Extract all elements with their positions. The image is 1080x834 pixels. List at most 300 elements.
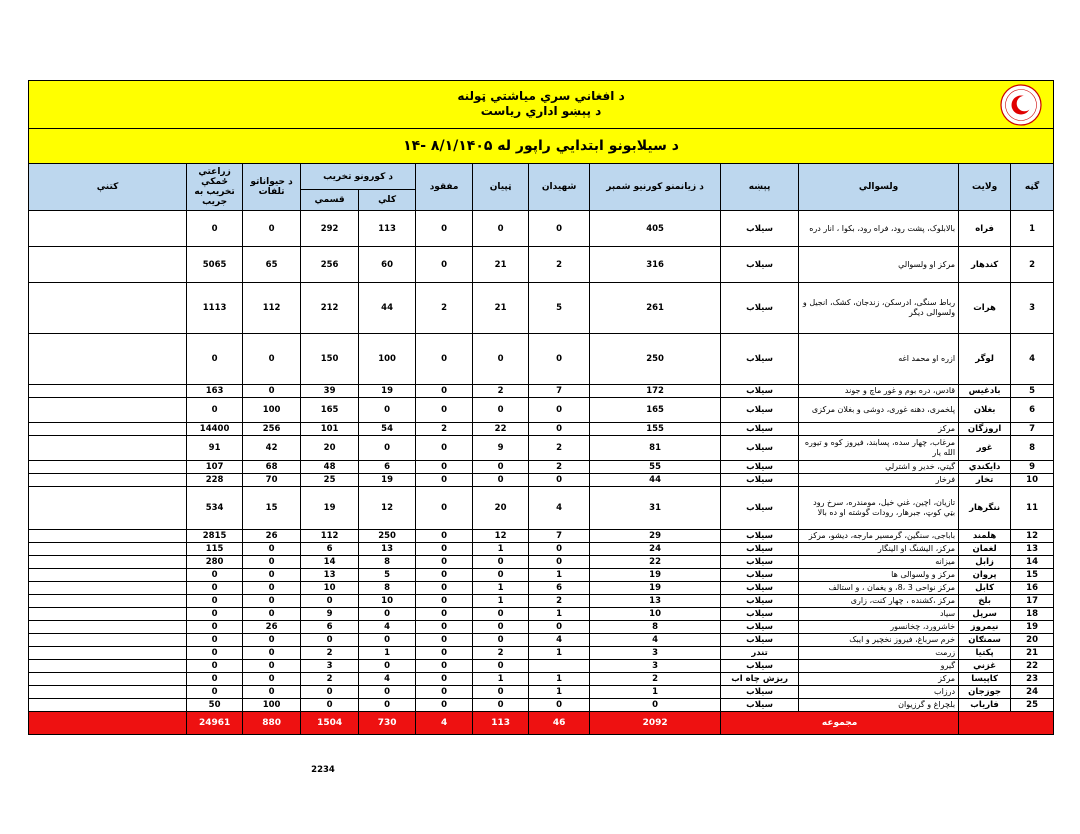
cell-event: سيلاب [721,595,799,608]
totals-row [29,712,1054,735]
total-partial: 1504 [301,712,359,735]
cell-event: سيلاب [721,608,799,621]
cell-families: 3 [590,647,721,660]
cell-partial: 39 [301,385,359,398]
table-row [29,569,1054,582]
cell-partial: 256 [301,247,359,283]
cell-partial: 6 [301,621,359,634]
table-row [29,530,1054,543]
cell-event: سيلاب [721,247,799,283]
cell-dead: 4 [529,634,590,647]
table-row [29,634,1054,647]
cell-province: فارياب [959,699,1011,712]
cell-district: مرکز نواحی 3 ،8، و یغمان ، و استالف [799,582,959,595]
cell-missing: 0 [416,647,473,660]
cell-missing: 0 [416,582,473,595]
table-row [29,556,1054,569]
cell-livestock: 0 [243,673,301,686]
report-sheet [28,80,1053,735]
cell-agri: 0 [187,686,243,699]
total-dead: 46 [529,712,590,735]
cell-province: ننگرهار [959,487,1011,530]
cell-injured: 1 [473,543,529,556]
cell-injured: 21 [473,247,529,283]
cell-no: 23 [1011,673,1054,686]
total-families: 2092 [590,712,721,735]
cell-families: 44 [590,474,721,487]
cell-province: کابل [959,582,1011,595]
cell-families: 0 [590,699,721,712]
cell-event: سيلاب [721,556,799,569]
col-no: گڼه [1011,164,1054,211]
cell-notes [29,283,187,334]
col-notes: کتنې [29,164,187,211]
cell-no: 22 [1011,660,1054,673]
cell-no: 1 [1011,211,1054,247]
cell-full: 54 [359,423,416,436]
cell-families: 165 [590,398,721,423]
cell-province: تخار [959,474,1011,487]
cell-no: 3 [1011,283,1054,334]
cell-notes [29,211,187,247]
cell-agri: 0 [187,595,243,608]
cell-province: کندهار [959,247,1011,283]
cell-dead: 2 [529,595,590,608]
cell-no: 2 [1011,247,1054,283]
cell-province: بلخ [959,595,1011,608]
cell-dead: 7 [529,385,590,398]
cell-partial: 212 [301,283,359,334]
cell-families: 55 [590,461,721,474]
cell-district: گيرو [799,660,959,673]
report-title: د سيلابونو ابتدايي راپور له ۸/۱/۱۴۰۵ -۱۴ [29,129,1054,164]
totals-label: مجموعه [721,712,959,735]
cell-families: 405 [590,211,721,247]
cell-district: گیتي، خدیر و اشترلي [799,461,959,474]
cell-dead: 4 [529,487,590,530]
cell-partial: 10 [301,582,359,595]
table-row [29,595,1054,608]
cell-livestock: 0 [243,595,301,608]
cell-missing: 0 [416,398,473,423]
cell-dead: 1 [529,647,590,660]
houses-total: 2234 [311,765,335,775]
cell-agri: 5065 [187,247,243,283]
cell-livestock: 0 [243,543,301,556]
cell-livestock: 0 [243,334,301,385]
cell-district: مرکز [799,423,959,436]
cell-event: تندر [721,647,799,660]
cell-dead: 0 [529,474,590,487]
cell-notes [29,582,187,595]
cell-partial: 0 [301,595,359,608]
cell-injured: 1 [473,582,529,595]
cell-event: سيلاب [721,423,799,436]
cell-missing: 0 [416,334,473,385]
cell-livestock: 15 [243,487,301,530]
table-row [29,423,1054,436]
cell-partial: 0 [301,686,359,699]
cell-district: مرکز، الیشنگ او الینگار [799,543,959,556]
cell-missing: 2 [416,283,473,334]
cell-province: لغمان [959,543,1011,556]
cell-no: 25 [1011,699,1054,712]
cell-dead: 0 [529,556,590,569]
col-families: د زيانمنو کورنيو شمېر [590,164,721,211]
table-row [29,582,1054,595]
cell-missing: 0 [416,569,473,582]
cell-notes [29,556,187,569]
cell-notes [29,686,187,699]
table-row [29,487,1054,530]
cell-families: 155 [590,423,721,436]
cell-full: 10 [359,595,416,608]
cell-partial: 0 [301,699,359,712]
cell-full: 0 [359,686,416,699]
cell-partial: 13 [301,569,359,582]
cell-full: 4 [359,673,416,686]
cell-province: زابل [959,556,1011,569]
total-missing: 4 [416,712,473,735]
cell-full: 0 [359,436,416,461]
cell-notes [29,530,187,543]
cell-injured: 2 [473,647,529,660]
cell-notes [29,436,187,461]
cell-agri: 0 [187,398,243,423]
cell-missing: 0 [416,621,473,634]
cell-no: 9 [1011,461,1054,474]
cell-families: 4 [590,634,721,647]
cell-missing: 0 [416,543,473,556]
cell-injured: 0 [473,608,529,621]
cell-families: 261 [590,283,721,334]
cell-livestock: 0 [243,686,301,699]
cell-missing: 0 [416,660,473,673]
cell-district: درزاب [799,686,959,699]
cell-no: 7 [1011,423,1054,436]
cell-event: سيلاب [721,334,799,385]
cell-agri: 0 [187,582,243,595]
cell-full: 19 [359,385,416,398]
cell-injured: 0 [473,569,529,582]
cell-notes [29,608,187,621]
cell-event: سيلاب [721,660,799,673]
cell-families: 250 [590,334,721,385]
table-row [29,660,1054,673]
cell-district: باباجی، سنگین، گرمسیر مارجه، دیشو، مرکز [799,530,959,543]
cell-families: 24 [590,543,721,556]
cell-full: 6 [359,461,416,474]
col-dead: شهيدان [529,164,590,211]
cell-no: 24 [1011,686,1054,699]
cell-dead: 2 [529,436,590,461]
cell-full: 1 [359,647,416,660]
cell-agri: 0 [187,647,243,660]
cell-full: 0 [359,699,416,712]
cell-district: بالابلوک، پشت رود، فراه رود، بکوا ، انار دره [799,211,959,247]
cell-notes [29,543,187,556]
cell-missing: 0 [416,634,473,647]
cell-families: 8 [590,621,721,634]
cell-full: 60 [359,247,416,283]
cell-notes [29,423,187,436]
cell-agri: 0 [187,569,243,582]
cell-province: جوزجان [959,686,1011,699]
cell-notes [29,474,187,487]
cell-missing: 0 [416,686,473,699]
cell-full: 8 [359,556,416,569]
cell-notes [29,247,187,283]
cell-injured: 0 [473,660,529,673]
cell-full: 5 [359,569,416,582]
cell-notes [29,699,187,712]
cell-injured: 0 [473,211,529,247]
cell-full: 19 [359,474,416,487]
cell-no: 15 [1011,569,1054,582]
cell-partial: 19 [301,487,359,530]
cell-dead: 1 [529,569,590,582]
col-missing: مفقود [416,164,473,211]
cell-event: سيلاب [721,398,799,423]
cell-dead: 1 [529,686,590,699]
cell-no: 5 [1011,385,1054,398]
cell-notes [29,385,187,398]
cell-dead: 1 [529,608,590,621]
cell-injured: 0 [473,699,529,712]
cell-event: سيلاب [721,283,799,334]
cell-province: پکتيا [959,647,1011,660]
cell-dead [529,660,590,673]
cell-livestock: 0 [243,211,301,247]
table-row [29,398,1054,423]
cell-district: رباط سنگی، ادرسکن، زندجان، کشک، انجیل و ولسوالی دیگر [799,283,959,334]
cell-injured: 21 [473,283,529,334]
cell-dead: 0 [529,543,590,556]
cell-agri: 0 [187,634,243,647]
cell-partial: 3 [301,660,359,673]
cell-agri: 0 [187,334,243,385]
cell-notes [29,673,187,686]
cell-full: 8 [359,582,416,595]
cell-full: 13 [359,543,416,556]
cell-province: سرپل [959,608,1011,621]
cell-dead: 1 [529,673,590,686]
cell-event: سيلاب [721,543,799,556]
cell-full: 12 [359,487,416,530]
cell-province: نيمروز [959,621,1011,634]
cell-agri: 1113 [187,283,243,334]
cell-notes [29,334,187,385]
cell-province: بادغيس [959,385,1011,398]
col-full: کلي [359,190,416,211]
cell-full: 44 [359,283,416,334]
cell-agri: 280 [187,556,243,569]
cell-livestock: 0 [243,556,301,569]
cell-injured: 0 [473,474,529,487]
cell-livestock: 26 [243,621,301,634]
org-name: د افغاني سري مياشتي ټولنه [457,89,625,103]
total-agri: 24961 [187,712,243,735]
cell-agri: 163 [187,385,243,398]
table-row [29,436,1054,461]
table-row [29,334,1054,385]
table-row [29,385,1054,398]
cell-missing: 0 [416,699,473,712]
cell-agri: 228 [187,474,243,487]
cell-missing: 0 [416,556,473,569]
cell-livestock: 68 [243,461,301,474]
col-province: ولايت [959,164,1011,211]
col-agri: زراعتي ځمکې تخريب به جريب [187,164,243,211]
cell-district: فرخار [799,474,959,487]
cell-full: 0 [359,398,416,423]
cell-missing: 0 [416,385,473,398]
title-row [29,81,1054,129]
cell-agri: 2815 [187,530,243,543]
cell-dead: 0 [529,621,590,634]
header-row [29,164,1054,190]
cell-district: خرم سرباغ، فیروز نخچیر و ایبک [799,634,959,647]
flood-report-table [28,80,1054,735]
cell-district: مرکز او ولسوالي [799,247,959,283]
cell-notes [29,647,187,660]
cell-no: 11 [1011,487,1054,530]
col-houses: د کورونو تخريب [301,164,416,190]
cell-injured: 9 [473,436,529,461]
cell-district: مرکز [799,673,959,686]
cell-agri: 91 [187,436,243,461]
cell-partial: 150 [301,334,359,385]
cell-full: 113 [359,211,416,247]
cell-livestock: 100 [243,699,301,712]
cell-no: 4 [1011,334,1054,385]
cell-families: 31 [590,487,721,530]
cell-missing: 0 [416,595,473,608]
cell-district: پلخمری، دهنه غوری، دوشی و بغلان مرکزی [799,398,959,423]
cell-province: هلمند [959,530,1011,543]
cell-district: مرکز و ولسوالی ها [799,569,959,582]
cell-missing: 0 [416,211,473,247]
cell-district: مرغاب، چهار سده، پسابند، فیروز کوه و تیوره الله یار [799,436,959,461]
cell-missing: 0 [416,530,473,543]
cell-province: کاپيسا [959,673,1011,686]
cell-no: 18 [1011,608,1054,621]
col-event: پېښه [721,164,799,211]
cell-missing: 2 [416,423,473,436]
col-district: ولسوالي [799,164,959,211]
cell-livestock: 112 [243,283,301,334]
cell-partial: 0 [301,634,359,647]
cell-families: 19 [590,569,721,582]
cell-dead: 2 [529,247,590,283]
table-row [29,474,1054,487]
cell-no: 12 [1011,530,1054,543]
cell-partial: 165 [301,398,359,423]
cell-no: 21 [1011,647,1054,660]
cell-dead: 0 [529,398,590,423]
cell-missing: 0 [416,474,473,487]
cell-dead: 6 [529,582,590,595]
cell-injured: 0 [473,621,529,634]
cell-event: سيلاب [721,634,799,647]
table-row [29,247,1054,283]
cell-missing: 0 [416,247,473,283]
cell-livestock: 0 [243,608,301,621]
cell-injured: 0 [473,686,529,699]
cell-injured: 0 [473,461,529,474]
cell-injured: 0 [473,334,529,385]
cell-missing: 0 [416,608,473,621]
cell-dead: 0 [529,423,590,436]
cell-families: 22 [590,556,721,569]
red-crescent-logo-icon [1000,84,1042,126]
cell-district: خاشرورد، چخانسور [799,621,959,634]
cell-livestock: 0 [243,569,301,582]
cell-district: سیاد [799,608,959,621]
cell-dead: 7 [529,530,590,543]
cell-missing: 0 [416,436,473,461]
cell-event: سيلاب [721,621,799,634]
cell-full: 0 [359,608,416,621]
col-livestock: د حيواناتو تلفات [243,164,301,211]
cell-event: سيلاب [721,385,799,398]
cell-livestock: 0 [243,385,301,398]
cell-district: ميزانه [799,556,959,569]
cell-families: 172 [590,385,721,398]
cell-injured: 22 [473,423,529,436]
report-title-row [29,129,1054,164]
cell-event: سيلاب [721,530,799,543]
cell-agri: 0 [187,211,243,247]
total-livestock: 880 [243,712,301,735]
cell-injured: 2 [473,385,529,398]
cell-families: 13 [590,595,721,608]
cell-province: دايکندي [959,461,1011,474]
cell-missing: 0 [416,487,473,530]
cell-province: لوگر [959,334,1011,385]
cell-event: سيلاب [721,582,799,595]
cell-event: سيلاب [721,487,799,530]
department-name: د پېښو اداري رياست [480,104,602,118]
cell-notes [29,634,187,647]
cell-no: 13 [1011,543,1054,556]
cell-no: 6 [1011,398,1054,423]
cell-district: زرمت [799,647,959,660]
cell-livestock: 70 [243,474,301,487]
cell-district: بلچراغ و گرزيوان [799,699,959,712]
cell-families: 316 [590,247,721,283]
cell-notes [29,660,187,673]
cell-no: 20 [1011,634,1054,647]
cell-province: پروان [959,569,1011,582]
cell-province: هرات [959,283,1011,334]
table-row [29,686,1054,699]
cell-partial: 48 [301,461,359,474]
cell-agri: 0 [187,608,243,621]
table-row [29,647,1054,660]
total-full: 730 [359,712,416,735]
cell-no: 19 [1011,621,1054,634]
table-row [29,543,1054,556]
cell-notes [29,595,187,608]
cell-livestock: 100 [243,398,301,423]
cell-event: سيلاب [721,211,799,247]
cell-event: سيلاب [721,699,799,712]
cell-event: سيلاب [721,474,799,487]
cell-partial: 14 [301,556,359,569]
total-injured: 113 [473,712,529,735]
cell-no: 16 [1011,582,1054,595]
